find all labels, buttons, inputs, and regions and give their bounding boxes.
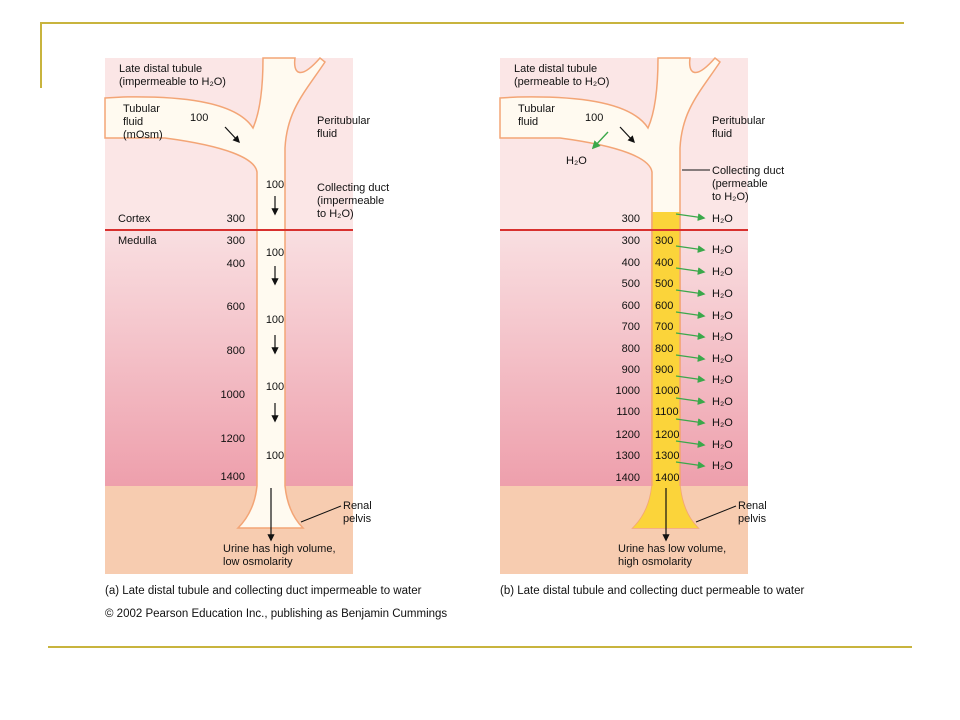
late-distal-label-0: Late distal tubule <box>514 63 598 75</box>
renal-pelvis-label-0: Renal <box>343 500 372 512</box>
duct-value-b: 1300 <box>655 450 680 462</box>
tubular-fluid-label-0: Tubular <box>518 103 555 115</box>
interstitial-value-b: 700 <box>621 321 640 333</box>
water-label-duct: H₂O <box>712 266 733 278</box>
collecting-duct-label-2: to H₂O) <box>317 208 354 220</box>
water-label-duct: H₂O <box>712 288 733 300</box>
interstitial-value-a: 800 <box>226 345 245 357</box>
interstitial-value-b: 300 <box>621 235 640 247</box>
interstitial-value-a: 400 <box>226 258 245 270</box>
water-label-duct: H₂O <box>712 374 733 386</box>
duct-value-b: 800 <box>655 343 674 355</box>
interstitial-value-a: 300 <box>226 213 245 225</box>
collecting-duct-label-0: Collecting duct <box>317 182 390 194</box>
interstitial-value-b: 1300 <box>615 450 640 462</box>
renal-pelvis-label-0: Renal <box>738 500 767 512</box>
interstitial-value-a: 300 <box>226 235 245 247</box>
peritubular-label-0: Peritubular <box>317 115 371 127</box>
interstitial-value-a: 600 <box>226 301 245 313</box>
urine-label-1: high osmolarity <box>618 556 692 568</box>
collecting-duct-label-0: Collecting duct <box>712 165 785 177</box>
interstitial-value-b: 1400 <box>615 472 640 484</box>
copyright-text: © 2002 Pearson Education Inc., publishing as Benjamin Cummings <box>105 608 448 620</box>
water-label-duct: H₂O <box>712 460 733 472</box>
water-label-tubule: H₂O <box>566 155 587 167</box>
interstitial-value-b: 600 <box>621 300 640 312</box>
water-label-duct: H₂O <box>712 417 733 429</box>
interstitial-value-b: 300 <box>621 213 640 225</box>
duct-value-b: 1400 <box>655 472 680 484</box>
tubular-fluid-value: 100 <box>190 112 209 124</box>
late-distal-label-1: (impermeable to H₂O) <box>119 76 226 88</box>
caption-b: (b) Late distal tubule and collecting duct permeable to water <box>500 585 805 597</box>
cortex-label: Cortex <box>118 213 151 225</box>
interstitial-value-a: 1400 <box>220 471 245 483</box>
interstitial-value-b: 800 <box>621 343 640 355</box>
tubular-fluid-value: 100 <box>585 112 604 124</box>
interstitial-value-b: 1200 <box>615 429 640 441</box>
renal-pelvis-label-1: pelvis <box>738 513 767 525</box>
water-label-duct: H₂O <box>712 310 733 322</box>
interstitial-value-b: 400 <box>621 257 640 269</box>
interstitial-value-a: 1200 <box>220 433 245 445</box>
late-distal-label-0: Late distal tubule <box>119 63 203 75</box>
duct-value-a: 100 <box>265 247 285 259</box>
duct-value-a: 100 <box>265 450 285 462</box>
late-distal-label-1: (permeable to H₂O) <box>514 76 610 88</box>
interstitial-value-b: 900 <box>621 364 640 376</box>
duct-value-b: 900 <box>655 364 674 376</box>
peritubular-label-1: fluid <box>712 128 733 140</box>
duct-value-b: 500 <box>655 278 674 290</box>
water-label-duct: H₂O <box>712 396 733 408</box>
tubular-fluid-label-2: (mOsm) <box>123 129 163 141</box>
water-label-duct: H₂O <box>712 439 733 451</box>
duct-value-a: 100 <box>265 381 285 393</box>
duct-value-b: 600 <box>655 300 674 312</box>
duct-value-a: 100 <box>265 179 285 191</box>
diagram-a <box>105 58 389 574</box>
water-label-duct: H₂O <box>712 213 733 225</box>
duct-value-b: 1100 <box>655 406 679 418</box>
renal-pelvis-label-1: pelvis <box>343 513 372 525</box>
collecting-duct-label-1: (impermeable <box>317 195 385 207</box>
medulla-label: Medulla <box>118 235 157 247</box>
tubular-fluid-label-1: fluid <box>518 116 539 128</box>
urine-label-1: low osmolarity <box>223 556 293 568</box>
tubular-fluid-label-0: Tubular <box>123 103 160 115</box>
collecting-duct-label-2: to H₂O) <box>712 191 749 203</box>
urine-label-0: Urine has low volume, <box>618 543 727 555</box>
interstitial-value-a: 1000 <box>220 389 245 401</box>
water-label-duct: H₂O <box>712 331 733 343</box>
water-label-duct: H₂O <box>712 353 733 365</box>
interstitial-value-b: 500 <box>621 278 640 290</box>
duct-value-a: 100 <box>265 314 285 326</box>
interstitial-value-b: 1000 <box>615 385 640 397</box>
caption-a: (a) Late distal tubule and collecting duct impermeable to water <box>105 585 422 597</box>
interstitial-value-b: 1100 <box>616 406 640 418</box>
urine-label-0: Urine has high volume, <box>223 543 336 555</box>
duct-value-b: 300 <box>655 235 674 247</box>
duct-value-b: 1200 <box>655 429 680 441</box>
diagram-b <box>500 58 784 574</box>
duct-value-b: 700 <box>655 321 674 333</box>
duct-value-b: 400 <box>655 257 674 269</box>
water-label-duct: H₂O <box>712 244 733 256</box>
peritubular-label-1: fluid <box>317 128 338 140</box>
tubular-fluid-label-1: fluid <box>123 116 144 128</box>
collecting-duct-label-1: (permeable <box>712 178 768 190</box>
peritubular-label-0: Peritubular <box>712 115 766 127</box>
duct-value-b: 1000 <box>655 385 680 397</box>
